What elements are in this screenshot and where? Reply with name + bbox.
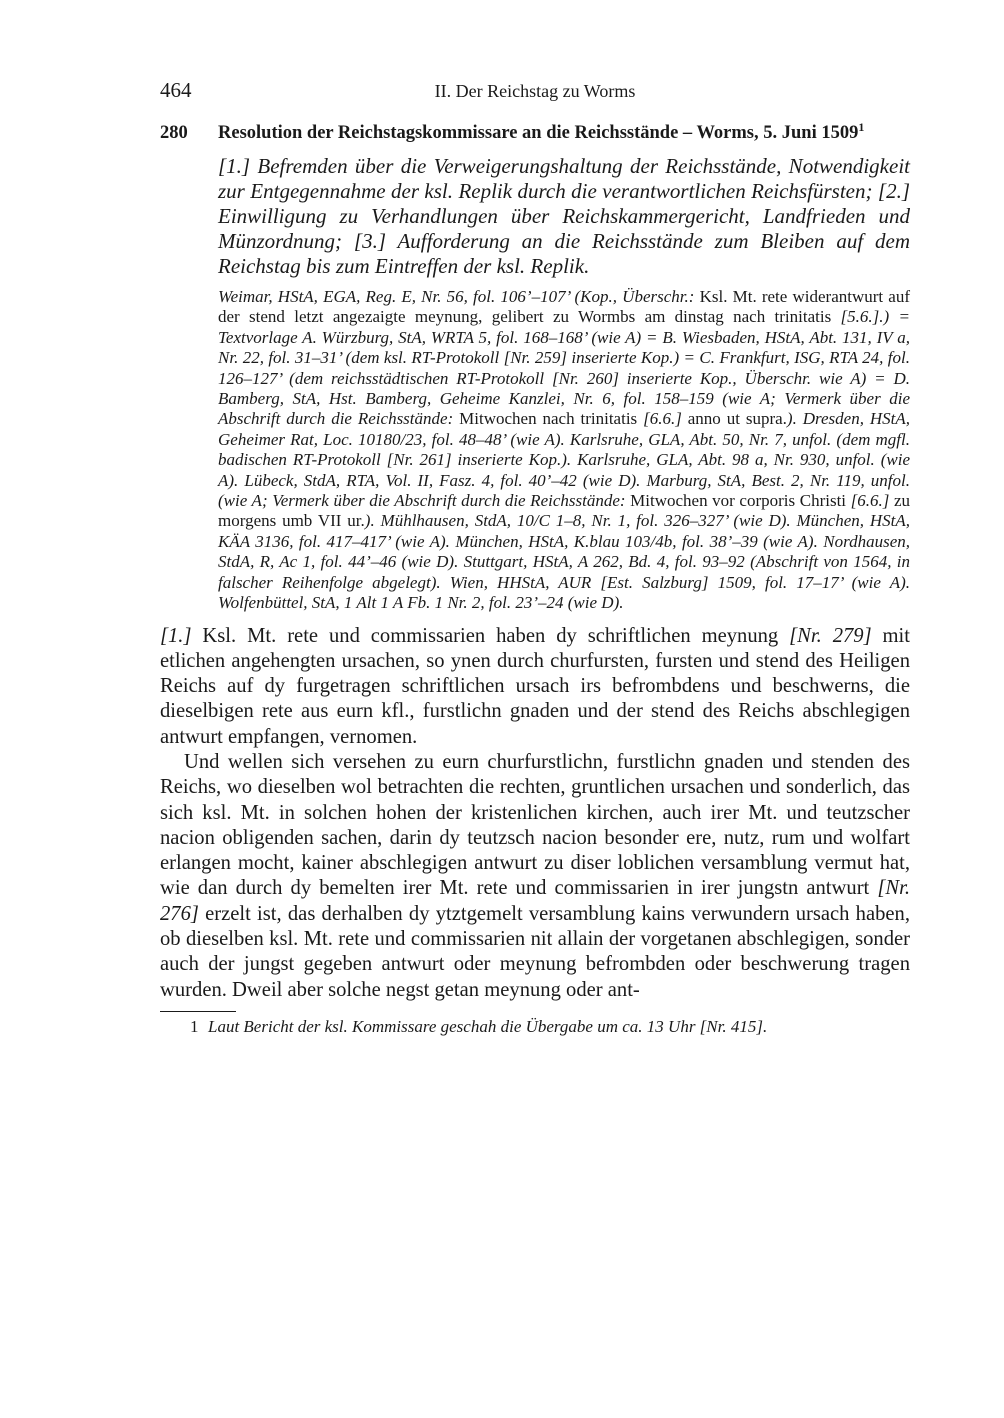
- roman-segment: Mitwochen nach trinitatis: [459, 409, 644, 429]
- document-title-text: Resolution der Reichstagskommissare an die Reichsstände – Worms, 5. Juni 1509: [218, 123, 859, 143]
- italic-segment: [5.6.].) = Textvorlage A. Würzburg, StA, WRTA 5, fol. 168–168’ (wie A) = B. Wiesbaden, HStA, Abt. 131, IV a, Nr. 22, fol. 31–31’ (dem ksl. RT-Protokoll [Nr. 259] inserierte Kop.) = C. Frankfurt, ISG, RTA 24, fol. 126–127’ (dem reichsstädtischen RT-Protokoll [Nr. 260] inserierte Kop., Überschr. wie A) = D. Bamberg, StA, Hst. Bamberg, Geheime Kanzlei, Nr. 6, fol. 158–159 (wie A; Vermerk über die Abschrift durch die Reichsstände:: [218, 307, 910, 429]
- title-footnote-marker[interactable]: 1: [858, 120, 865, 134]
- source-apparatus: [218, 287, 910, 614]
- document-heading: [160, 120, 910, 144]
- italic-segment: ). Mühlhausen, StdA, 10/C 1–8, Nr. 1, fol. 326–327’ (wie D). München, HStA, KÄA 3136, fol. 417–417’ (wie A). München, HStA, K.blau 103/4b, fol. 38’–39 (wie A). Nordhausen, StdA, R, Ac 1, fol. 44’–46 (wie D). Stuttgart, HStA, A 262, Bd. 4, fol. 93–92 (Abschrift von 1564, in falscher Reihenfolge abgelegt). Wien, HHStA, AUR [Est. Salzburg] 1509, fol. 17–17’ (wie A). Wolfenbüttel, StA, 1 Alt 1 A Fb. 1 Nr. 2, fol. 23’–24 (wie D).: [218, 511, 910, 613]
- italic-segment: [Nr. 279]: [789, 624, 883, 647]
- italic-segment: [1.]: [160, 624, 203, 647]
- footnote-divider: [160, 1011, 236, 1012]
- roman-segment: erzelt ist, das derhalben dy ytztgemelt versamblung kains verwundern ursach haben, ob dieselben ksl. Mt. rete und commissarien nit allain der vorgetanen abschlegigen, sonder auch der jungst gegeben antwurt oder meynung befrombden oder beschwerung tragen wurden. Dweil aber solche negst getan meynung oder ant-: [160, 902, 910, 1001]
- roman-segment: zu morgens umb VII ur.: [218, 491, 911, 531]
- roman-segment: Ksl. Mt. rete und commissarien haben dy schriftlichen meynung: [202, 624, 790, 647]
- regest: [1.] Befremden über die Verweigerungshaltung der Reichsstände, Notwendigkeit zur Entgegennahme der ksl. Replik durch die verantwortlichen Reichsfürsten; [2.] Einwilligung zu Verhandlungen über Reichskammergericht, Landfrieden und Münzordnung; [3.] Aufforderung an die Reichsstände zum Bleiben auf dem Reichstag bis zum Eintreffen der ksl. Replik.: [218, 154, 910, 278]
- page-number: 464: [160, 78, 192, 102]
- footnote-marker: 1: [190, 1016, 199, 1036]
- italic-segment: ). Dresden, HStA, Geheimer Rat, Loc. 10180/23, fol. 48–48’ (wie A). Karlsruhe, GLA, Abt. 50, Nr. 7, unfol. (dem mgfl. badischen RT-Protokoll [Nr. 261] inserierte Kop.). Karlsruhe, GLA, Abt. 98 a, Nr. 930, unfol. (wie A). Lübeck, StdA, RTA, Vol. II, Fasz. 4, fol. 40’–42 (wie D). Marburg, StA, Best. 2, Nr. 119, unfol. (wie A; Vermerk über die Abschrift durch die Reichsstände:: [218, 409, 911, 511]
- roman-segment: anno ut supra.: [687, 409, 787, 429]
- roman-segment: Mitwochen vor corporis Christi: [630, 491, 851, 511]
- page-content: [160, 78, 910, 1037]
- paragraph-2: [160, 750, 910, 1003]
- running-title: II. Der Reichstag zu Worms: [434, 81, 636, 101]
- body-text: [160, 624, 910, 1003]
- roman-segment: Ksl. Mt. rete widerantwurt auf der stend letzt angezaigte meynung, gelibert zu Wormbs am dinstag nach trinitatis: [218, 287, 910, 327]
- italic-segment: [Nr. 276]: [160, 877, 910, 925]
- italic-segment: [6.6.]: [643, 409, 688, 429]
- paragraph-1: [160, 624, 910, 750]
- roman-segment: Und wellen sich versehen zu eurn churfurstlichn, furstlichn gnaden und stenden des Reichs, wo dieselben wol betrachten die rechten, gruntlichen ursachen und sonderlich, das sich ksl. Mt. in solchen hohen der kristenlichen kirchen, auch irer Mt. und teutzscher nacion obligenden sachen, darin dy teutzsch nacion besonder ere, nutz, rum und wolfart erlangen mocht, kainer abschlegigen antwurt zu diser loblichen versamblung vermut hat, wie dan durch dy bemelten irer Mt. rete und commissarien in irer jungstn antwurt: [160, 750, 910, 900]
- footnote: [190, 1017, 910, 1037]
- footnote-text: Laut Bericht der ksl. Kommissare geschah die Übergabe um ca. 13 Uhr [Nr. 415].: [208, 1016, 768, 1036]
- italic-segment: [6.6.]: [850, 491, 894, 511]
- running-head: [160, 78, 910, 112]
- document-number: 280: [160, 123, 188, 143]
- roman-segment: mit etlichen angehengten ursachen, so ynen durch churfursten, fursten und stend des Heiligen Reichs auf dy furgetragen schriftlichen ursach irs befrombdens und beschwerns, die dieselbigen rete aus eurn kfl., furstlichn gnaden und der stend des Reichs abschlegigen antwurt empfangen, vernomen.: [160, 624, 910, 748]
- italic-segment: Weimar, HStA, EGA, Reg. E, Nr. 56, fol. 106’–107’ (Kop., Überschr.:: [218, 287, 700, 306]
- document-title: [218, 120, 910, 144]
